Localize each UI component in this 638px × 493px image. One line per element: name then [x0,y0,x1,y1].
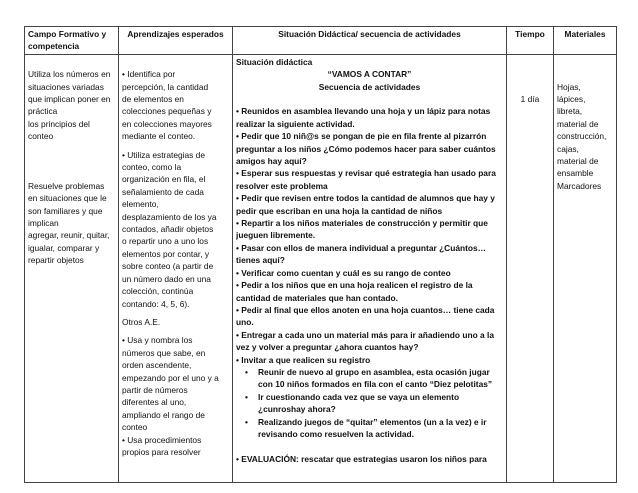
lesson-plan-table [24,26,617,483]
aprendizaje-line: sobre conteo (a partir de [122,261,214,272]
situacion-subtitle: Secuencia de actividades [318,81,421,92]
aprendizaje-line: elementos por contar, y [122,248,210,259]
material-item: material de [557,118,599,129]
aprendizaje-line: organización en fila, el [122,174,206,185]
material-item: material de [557,156,599,167]
activity-line: pedir que escriban en una hoja la cantidad de niños [236,205,443,216]
material-item: libreta, [557,106,583,117]
campo-line: Resuelve problemas [28,180,105,191]
header-row [25,27,617,55]
situacion-name: “VAMOS A CONTAR” [327,69,412,80]
activity-line: • Pedir que revisen entre todos la cantidad de alumnos que hay y [236,193,495,204]
activity-line: resolver este problema [236,180,328,191]
campo-line: Utiliza los números en [28,69,111,80]
header-campo [25,27,119,55]
content-row [25,54,617,482]
sub-activity-line: con 10 niños formados en fila con el canto “Diez pelotitas” [258,379,493,390]
activity-line: uno. [236,317,254,328]
aprendizaje-line: desplazamiento de los ya [122,211,217,222]
header-aprendizajes: Aprendizajes esperados [119,27,233,55]
aprendizaje-line: o repartir uno a uno los [122,236,209,247]
campo-line: igualar, comparar y [28,242,100,253]
aprendizaje-line: señalamiento de cada [122,186,204,197]
aprendizaje-line: elemento, [122,199,159,210]
campo-line: práctica [28,106,58,117]
aprendizaje-line: mediante el conteo. [122,131,196,142]
tiempo-value: 1 día [520,93,540,104]
activity-line: • Reunidos en asamblea llevando una hoja y un lápiz para notas [236,106,491,117]
aprendizaje-line: en colecciones mayores [122,118,212,129]
aprendizaje-line: percepción, la cantidad [122,81,209,92]
aprendizaje-line: contados, añadir objetos [122,224,214,235]
campo-line: que implican poner en [28,94,111,105]
situacion-title: Situación didáctica [236,56,313,67]
aprendizaje-line: conteo [122,422,148,433]
sub-activity-line: • Reunir de nuevo al grupo en asamblea, esta ocasión jugar [236,366,503,378]
sub-activity-line: ¿cunroshay ahora? [258,404,336,415]
campo-line: situaciones variadas [28,81,104,92]
header-tiempo: Tiempo [507,27,554,55]
material-item: construcción, [557,131,607,142]
header-situacion: Situación Didáctica/ secuencia de actividades [233,27,507,55]
tiempo-cell [507,54,554,482]
activity-line: • Entregar a cada uno un material más para ir añadiendo uno a la [236,329,494,340]
aprendizaje-line: partir de números [122,384,188,395]
header-materiales: Materiales [554,27,617,55]
campo-line: agregar, reunir, quitar, [28,230,110,241]
activity-line: • Repartir a los niños materiales de construcción y permitir que [236,218,488,229]
materiales-cell [554,54,617,482]
activity-line: preguntar a los niños ¿Cómo podemos hacer para saber cuántos [236,143,496,154]
evaluacion-line: • EVALUACIÓN: rescatar que estrategias usaron los niños para [236,453,487,464]
aprendizaje-line: empezando por el uno y a [122,372,219,383]
header-campo-line: competencia [28,41,80,52]
otros-ae-label: Otros A.E. [122,316,161,327]
campo-cell [25,54,119,482]
sub-activity-line: • Realizando juegos de “quitar” elementos (un a la vez) e ir [236,416,503,428]
aprendizaje-line: ampliando el rango de [122,409,205,420]
sub-activity-line: • Ir cuestionando cada vez que se vaya un elemento [236,391,503,403]
sub-activity-line: revisando como resuelven la actividad. [258,428,414,439]
campo-line: repartir objetos [28,255,84,266]
activity-line: • Invitar a que realicen su registro [236,354,371,365]
aprendizaje-line: orden ascendente, [122,360,192,371]
activity-line: • Pedir al final que ellos anoten en una hoja cuantos… tiene cada [236,304,495,315]
activity-line: realizar la siguiente actividad. [236,118,355,129]
activity-line: • Pasar con ellos de manera individual a preguntar ¿Cuántos… [236,242,487,253]
activity-line: amigos hay aquí? [236,156,307,167]
activity-line: tienes aquí? [236,255,285,266]
aprendizaje-line: propios para resolver [122,446,201,457]
aprendizaje-line: números que sabe, en [122,347,206,358]
aprendizaje-line: • Utiliza estrategias de [122,149,205,160]
campo-line: en situaciones que le [28,193,107,204]
activity-line: vez y volver a preguntar ¿ahora cuantos hay? [236,342,419,353]
activity-line: • Pedir que 10 niñ@s se pongan de pie en fila frente al pizarrón [236,131,487,142]
material-item: Hojas, [557,81,581,92]
campo-line: implican [28,218,59,229]
aprendizaje-line: • Identifica por [122,69,176,80]
material-item: lápices, [557,94,586,104]
aprendizaje-line: colecciones pequeñas y [122,106,212,117]
campo-line: son familiares y que [28,205,103,216]
aprendizaje-line: un número dado en una [122,273,211,284]
activity-line: • Esperar sus respuestas y revisar qué estrategia han usado para [236,168,496,179]
aprendizaje-line: conteo, como la [122,162,182,173]
activity-line: cantidad de materiales que han contado. [236,292,398,303]
aprendizaje-line: colección, continúa [122,286,194,297]
campo-line: los principios del [28,118,90,129]
activity-line: • Verificar como cuentan y cuál es su rango de conteo [236,267,451,278]
situacion-cell [233,54,507,482]
material-item: cajas, [557,143,579,154]
campo-line: conteo [28,131,54,142]
aprendizaje-line: diferentes al uno, [122,397,187,408]
aprendizaje-line: contando: 4, 5, 6). [122,298,190,309]
aprendizaje-line: de elementos en [122,94,184,105]
header-campo-line: Campo Formativo y [28,29,107,39]
aprendizaje-line: • Usa y nombra los [122,335,193,346]
material-item: ensamble [557,168,594,179]
aprendizaje-line: • Usa procedimientos [122,434,202,445]
activity-line: • Pedir a los niños que en una hoja realicen el registro de la [236,280,473,291]
aprendizajes-cell [119,54,233,482]
activity-line: jueguen libremente. [236,230,316,241]
material-item: Marcadores [557,180,602,191]
